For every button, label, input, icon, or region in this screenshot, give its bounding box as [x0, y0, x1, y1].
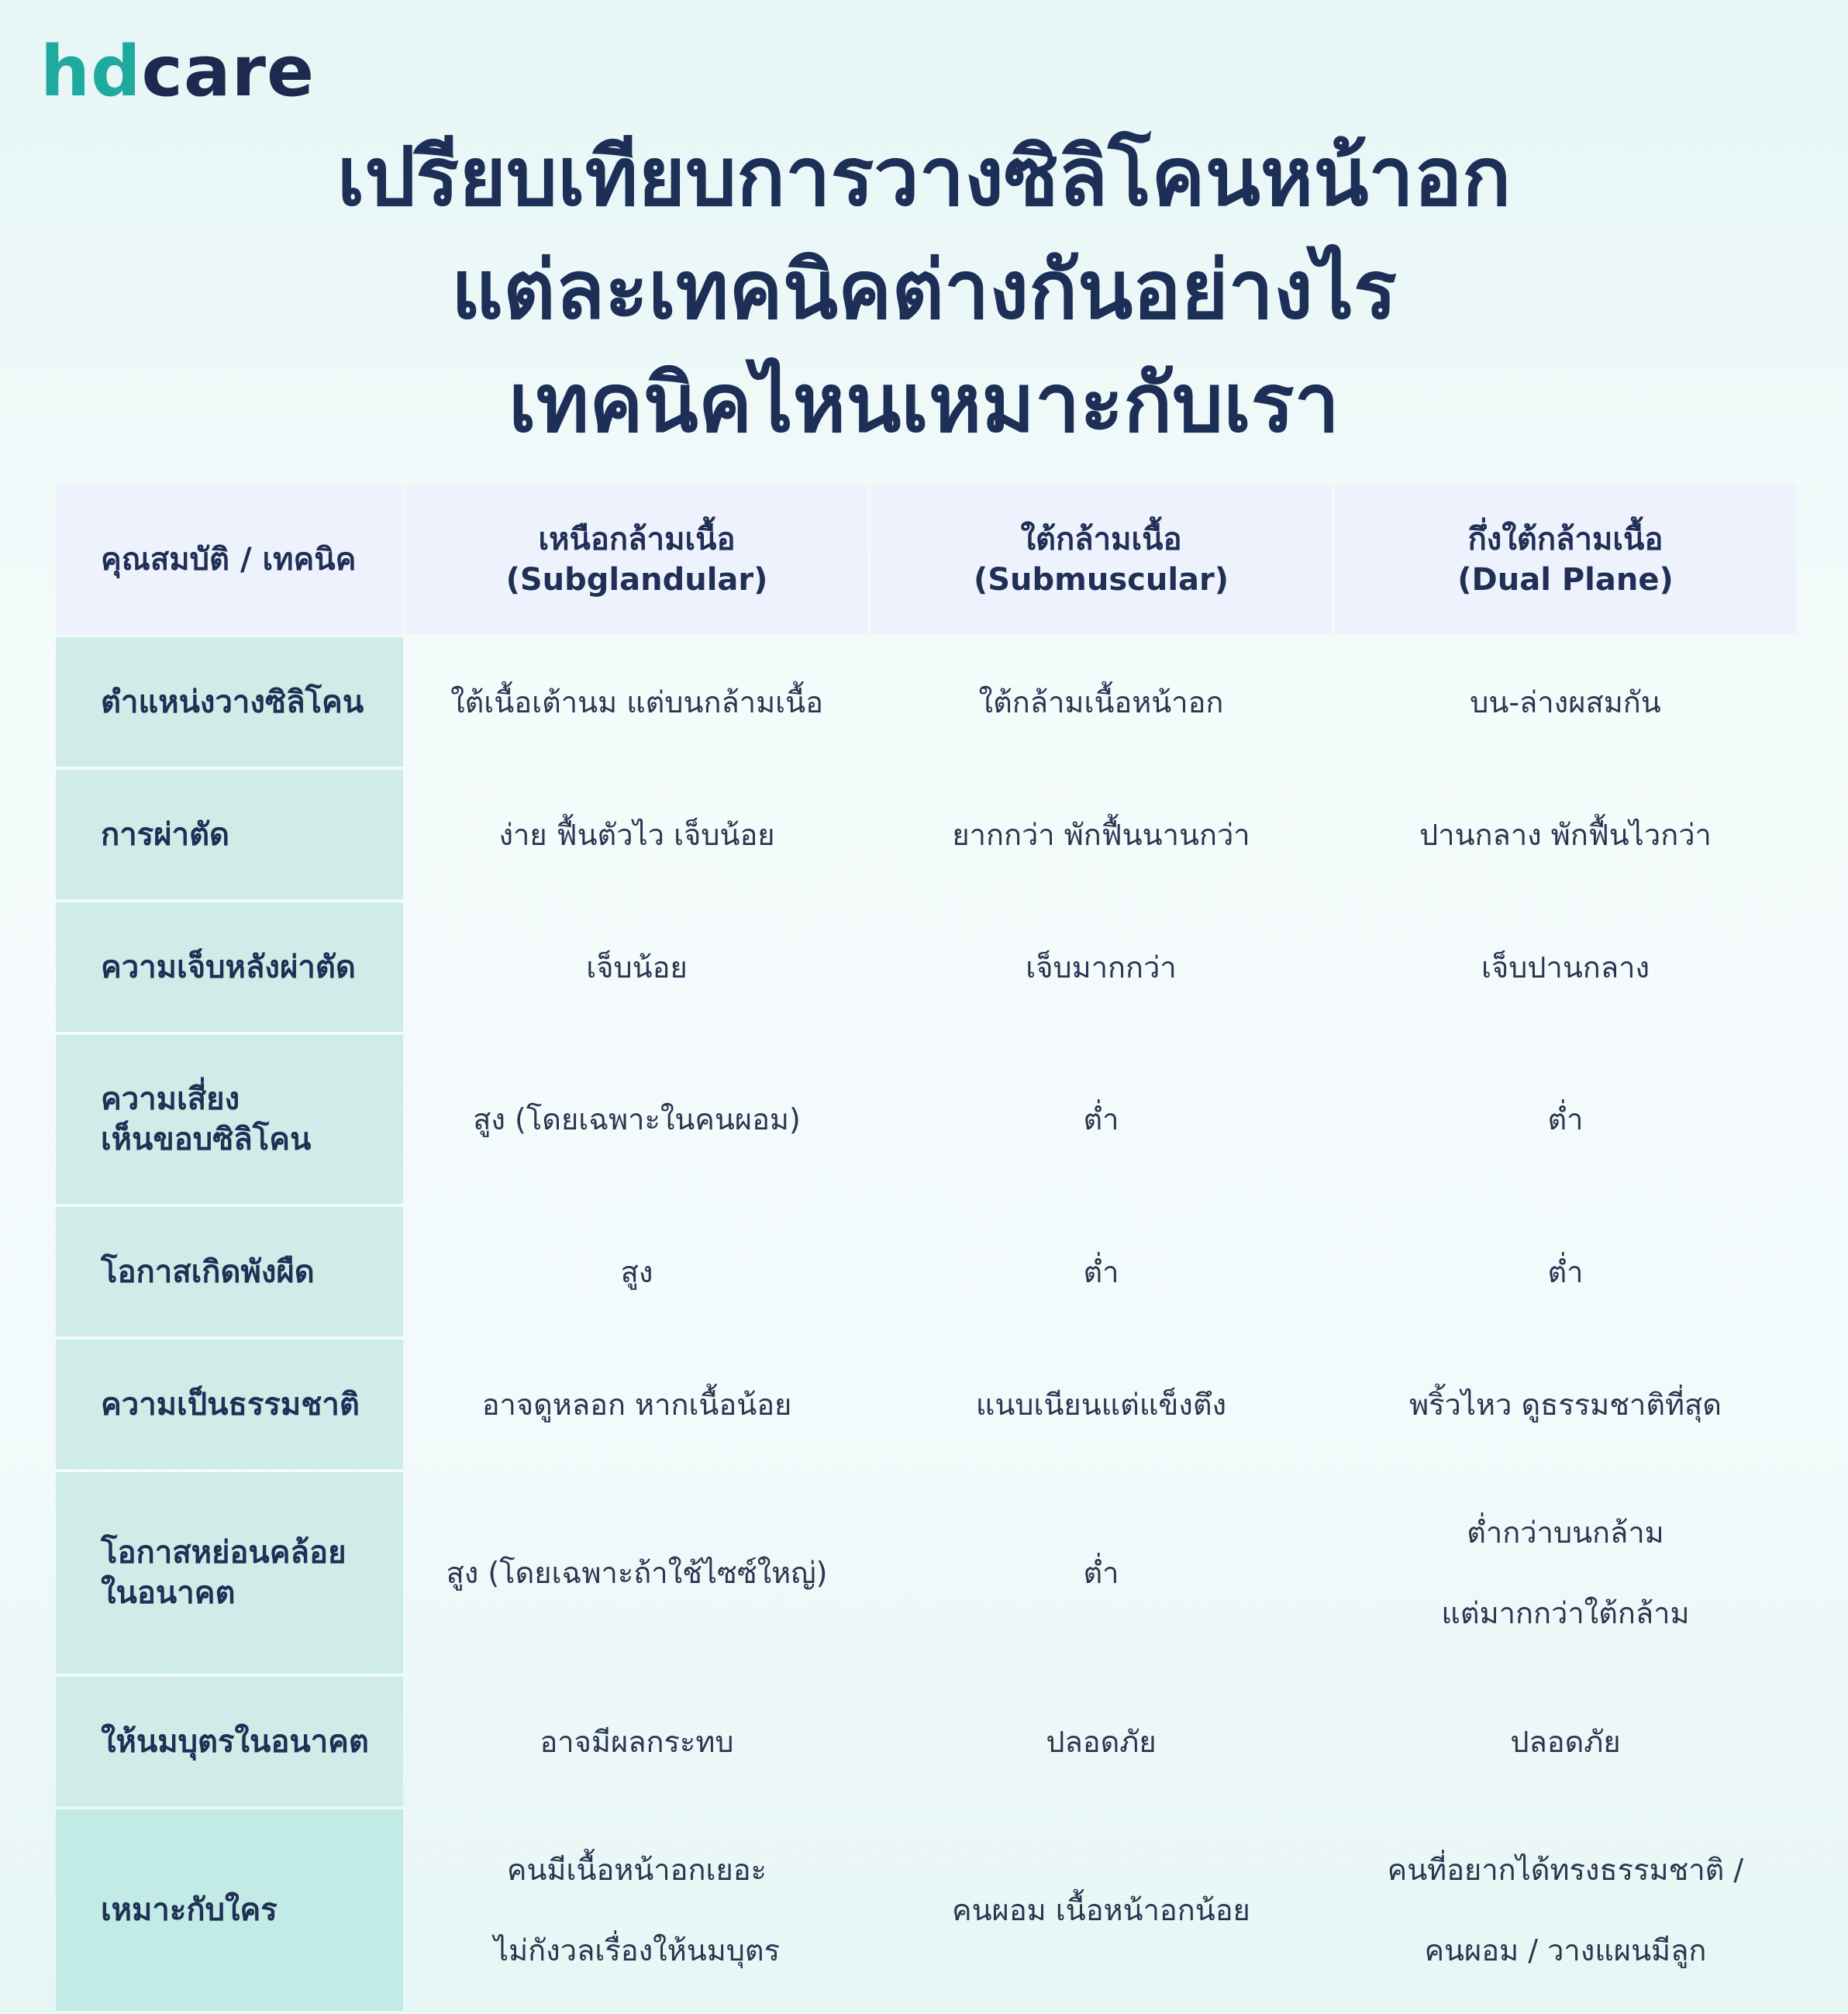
- table-body: [56, 637, 1796, 2011]
- cell-submuscular: ต่ำ: [1083, 1102, 1119, 1136]
- header-dual-plane-th: กึ่งใต้กล้ามเนื้อ: [1467, 522, 1664, 557]
- cell-subglandular: เจ็บน้อย: [586, 950, 688, 985]
- header-submuscular: [871, 485, 1332, 634]
- cell-submuscular: ต่ำ: [1083, 1556, 1119, 1590]
- table-row: [56, 637, 1796, 767]
- cell-dual-plane: [1335, 1809, 1796, 2011]
- row-label-line-2: เห็นขอบซิลิโคน: [101, 1122, 312, 1157]
- table-row: [56, 1340, 1796, 1469]
- cell-line-2: แต่มากกว่าใต้กล้าม: [1441, 1596, 1690, 1630]
- row-label: [56, 1472, 403, 1674]
- row-label: [56, 1035, 403, 1204]
- cell-line-1: คนที่อยากได้ทรงธรรมชาติ /: [1387, 1853, 1744, 1887]
- row-label: ความเจ็บหลังผ่าตัด: [56, 902, 403, 1032]
- brand-logo: [40, 31, 315, 112]
- title-line-3: เทคนิคไหนเหมาะกับเรา: [509, 356, 1339, 450]
- row-label: ความเป็นธรรมชาติ: [56, 1340, 403, 1469]
- header-dual-plane: [1335, 485, 1796, 634]
- header-dual-plane-en: (Dual Plane): [1457, 562, 1674, 598]
- row-label-line-2: ในอนาคต: [101, 1575, 236, 1611]
- row-label-line-1: โอกาสหย่อนคล้อย: [101, 1535, 346, 1571]
- cell-submuscular: เจ็บมากกว่า: [1026, 950, 1177, 985]
- row-label: โอกาสเกิดพังผืด: [56, 1207, 403, 1336]
- table-row: [56, 1809, 1796, 2011]
- cell-dual-plane: พริ้วไหว ดูธรรมชาติที่สุด: [1409, 1387, 1722, 1422]
- cell-submuscular: ต่ำ: [1083, 1254, 1119, 1289]
- table-row: [56, 902, 1796, 1032]
- cell-subglandular: สูง (โดยเฉพาะในคนผอม): [473, 1102, 801, 1136]
- cell-submuscular: คนผอม เนื้อหน้าอกน้อย: [952, 1893, 1250, 1927]
- logo-part-care: care: [141, 31, 315, 112]
- cell-submuscular: ปลอดภัย: [1046, 1724, 1157, 1759]
- table-header: [56, 485, 1796, 634]
- header-feature: คุณสมบัติ / เทคนิค: [56, 485, 403, 634]
- cell-line-2: คนผอม / วางแผนมีลูก: [1424, 1933, 1707, 1967]
- header-subglandular: [406, 485, 867, 634]
- cell-line-1: คนมีเนื้อหน้าอกเยอะ: [507, 1853, 767, 1887]
- cell-dual-plane: ต่ำ: [1547, 1102, 1584, 1136]
- cell-submuscular: ยากกว่า พักฟื้นนานกว่า: [952, 817, 1250, 852]
- row-label: เหมาะกับใคร: [56, 1809, 403, 2011]
- cell-line-1: ต่ำกว่าบนกล้าม: [1467, 1516, 1664, 1550]
- header-subglandular-th: เหนือกล้ามเนื้อ: [538, 522, 736, 557]
- logo-part-hd: hd: [40, 31, 142, 112]
- title-line-2: แต่ละเทคนิคต่างกันอย่างไร: [450, 243, 1398, 337]
- cell-dual-plane: ปลอดภัย: [1510, 1724, 1621, 1759]
- cell-dual-plane: บน-ล่างผสมกัน: [1470, 685, 1661, 719]
- table-row: [56, 1207, 1796, 1336]
- cell-subglandular: ง่าย ฟื้นตัวไว เจ็บน้อย: [498, 817, 775, 852]
- row-label: การผ่าตัด: [56, 770, 403, 899]
- row-label: ให้นมบุตรในอนาคต: [56, 1677, 403, 1806]
- header-subglandular-en: (Subglandular): [505, 562, 768, 598]
- header-submuscular-th: ใต้กล้ามเนื้อ: [1020, 522, 1182, 557]
- table-row: [56, 770, 1796, 899]
- cell-dual-plane: เจ็บปานกลาง: [1481, 950, 1650, 985]
- page-title: [0, 120, 1848, 460]
- cell-submuscular: ใต้กล้ามเนื้อหน้าอก: [978, 685, 1224, 719]
- cell-line-2: ไม่กังวลเรื่องให้นมบุตร: [494, 1933, 780, 1967]
- table-row: [56, 1472, 1796, 1674]
- title-line-1: เปรียบเทียบการวางซิลิโคนหน้าอก: [336, 129, 1512, 224]
- row-label-line-1: ความเสี่ยง: [101, 1081, 240, 1117]
- cell-subglandular: สูง: [620, 1254, 653, 1289]
- cell-submuscular: แนบเนียนแต่แข็งตึง: [975, 1387, 1227, 1422]
- cell-subglandular: [406, 1809, 867, 2011]
- cell-dual-plane: ต่ำ: [1547, 1254, 1584, 1289]
- cell-subglandular: สูง (โดยเฉพาะถ้าใช้ไซซ์ใหญ่): [446, 1556, 828, 1590]
- header-row: [56, 485, 1796, 634]
- table-row: [56, 1677, 1796, 1806]
- row-label: ตำแหน่งวางซิลิโคน: [56, 637, 403, 767]
- cell-subglandular: ใต้เนื้อเต้านม แต่บนกล้ามเนื้อ: [450, 685, 823, 719]
- cell-dual-plane: ปานกลาง พักฟื้นไวกว่า: [1419, 817, 1712, 852]
- table-row: [56, 1035, 1796, 1204]
- cell-subglandular: อาจดูหลอก หากเนื้อน้อย: [481, 1387, 792, 1422]
- cell-dual-plane: [1335, 1472, 1796, 1674]
- header-submuscular-en: (Submuscular): [973, 562, 1229, 598]
- comparison-table: [53, 482, 1799, 2014]
- cell-subglandular: อาจมีผลกระทบ: [540, 1724, 734, 1759]
